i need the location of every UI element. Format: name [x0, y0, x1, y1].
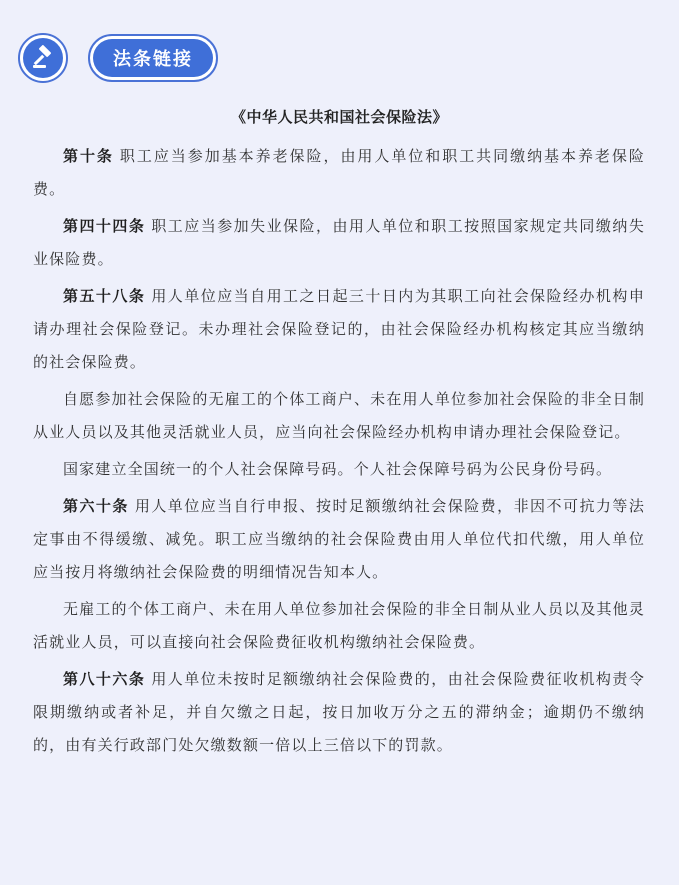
section-title: 法条链接: [93, 39, 213, 77]
article-number: 第八十六条: [63, 670, 146, 688]
article-paragraph: [33, 210, 645, 276]
article-number: 第五十八条: [63, 287, 146, 305]
article-text: 用人单位应当自用工之日起三十日内为其职工向社会保险经办机构申请办理社会保险登记。未办理社会保险登记的，由社会保险经办机构核定其应当缴纳的社会保险费。: [33, 287, 645, 371]
article-number: 第四十四条: [63, 217, 146, 235]
article-text: 自愿参加社会保险的无雇工的个体工商户、未在用人单位参加社会保险的非全日制从业人员以及其他灵活就业人员，应当向社会保险经办机构申请办理社会保险登记。: [33, 390, 645, 441]
article-paragraph: [33, 663, 645, 762]
article-text: 国家建立全国统一的个人社会保障号码。个人社会保障号码为公民身份号码。: [63, 460, 613, 478]
section-header: [18, 32, 218, 84]
law-content: [33, 140, 645, 766]
title-pill: [88, 34, 218, 82]
article-paragraph: [33, 453, 645, 486]
article-paragraph: [33, 593, 645, 659]
article-text: 用人单位未按时足额缴纳社会保险费的，由社会保险费征收机构责令限期缴纳或者补足，并自欠缴之日起，按日加收万分之五的滞纳金；逾期仍不缴纳的，由有关行政部门处欠缴数额一倍以上三倍以下的罚款。: [33, 670, 645, 754]
law-title: 《中华人民共和国社会保险法》: [230, 108, 448, 126]
article-paragraph: [33, 140, 645, 206]
article-paragraph: [33, 383, 645, 449]
gavel-badge: [18, 33, 68, 83]
article-text: 职工应当参加失业保险，由用人单位和职工按照国家规定共同缴纳失业保险费。: [33, 217, 645, 268]
article-text: 用人单位应当自行申报、按时足额缴纳社会保险费，非因不可抗力等法定事由不得缓缴、减免。职工应当缴纳的社会保险费由用人单位代扣代缴，用人单位应当按月将缴纳社会保险费的明细情况告知本人。: [33, 497, 645, 581]
article-paragraph: [33, 490, 645, 589]
gavel-icon: [23, 38, 63, 78]
article-number: 第十条: [63, 147, 114, 165]
article-text: 无雇工的个体工商户、未在用人单位参加社会保险的非全日制从业人员以及其他灵活就业人员，可以直接向社会保险费征收机构缴纳社会保险费。: [33, 600, 645, 651]
article-text: 职工应当参加基本养老保险，由用人单位和职工共同缴纳基本养老保险费。: [33, 147, 646, 198]
article-paragraph: [33, 280, 645, 379]
article-number: 第六十条: [63, 497, 129, 515]
